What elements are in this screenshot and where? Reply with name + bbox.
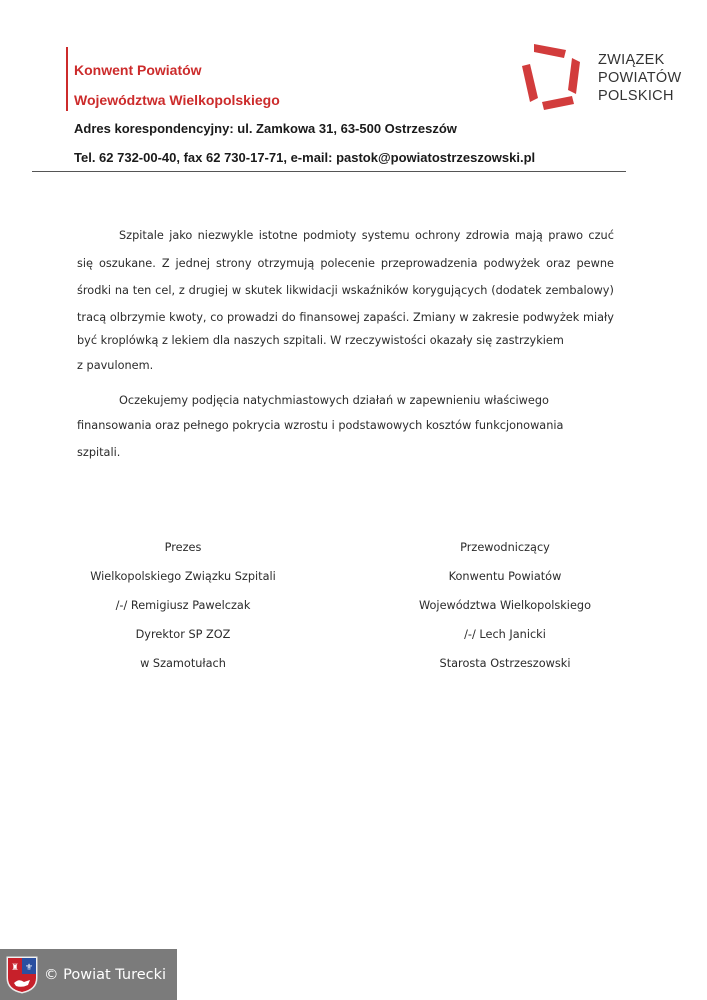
paragraph1-line5: być kroplówką z lekiem dla naszych szpitali. W rzeczywistości okazały się zastrzykiem	[77, 334, 564, 347]
signature-right-line: /-/ Lech Janicki	[464, 628, 546, 641]
paragraph1-line6: z pavulonem.	[77, 359, 154, 372]
contact-details: Tel. 62 732-00-40, fax 62 730-17-71, e-mail: pastok@powiatostrzeszowski.pl	[74, 150, 536, 165]
paragraph1-line3: środki na ten cel, z drugiej w skutek likwidacji wskaźników korygujących (dodatek zembalowy)	[77, 284, 614, 297]
paragraph1-line4: tracą olbrzymie kwoty, co prowadzi do finansowej zapaści. Zmiany w zakresie podwyżek miały	[77, 311, 614, 324]
copyright-watermark	[0, 949, 177, 1000]
paragraph2-line3: szpitali.	[77, 446, 121, 459]
coat-of-arms-icon	[6, 956, 38, 994]
signature-left-line: /-/ Remigiusz Pawelczak	[115, 599, 251, 612]
signature-right-line: Konwentu Powiatów	[448, 570, 562, 583]
zpp-logo-line3: POLSKICH	[598, 88, 674, 104]
signature-right-line: Przewodniczący	[460, 541, 550, 554]
zpp-logo-icon	[520, 42, 584, 112]
correspondence-address: Adres korespondencyjny: ul. Zamkowa 31, 63-500 Ostrzeszów	[74, 121, 457, 136]
header-divider	[32, 171, 626, 172]
signature-left-line: Prezes	[164, 541, 202, 554]
paragraph2-line1: Oczekujemy podjęcia natychmiastowych działań w zapewnieniu właściwego	[119, 394, 549, 407]
paragraph1-line1: Szpitale jako niezwykle istotne podmioty systemu ochrony zdrowia mają prawo czuć	[119, 229, 614, 242]
signature-left-line: Wielkopolskiego Związku Szpitali	[90, 570, 276, 583]
signature-right-line: Starosta Ostrzeszowski	[439, 657, 571, 670]
org-name-line2: Województwa Wielkopolskiego	[74, 92, 280, 108]
zpp-logo-text	[598, 51, 681, 105]
copyright-text: © Powiat Turecki	[44, 966, 167, 983]
svg-text:♜: ♜	[10, 962, 20, 973]
org-name-line1: Konwent Powiatów	[74, 62, 202, 78]
zpp-logo-line2: POWIATÓW	[598, 70, 682, 86]
paragraph2-line2: finansowania oraz pełnego pokrycia wzrostu i podstawowych kosztów funkcjonowania	[77, 419, 564, 432]
svg-text:⚜: ⚜	[24, 962, 34, 973]
signature-right-line: Województwa Wielkopolskiego	[419, 599, 591, 612]
signature-left-line: Dyrektor SP ZOZ	[135, 628, 231, 641]
paragraph1-line2: się oszukane. Z jednej strony otrzymują polecenie przeprowadzenia podwyżek oraz pewne	[77, 257, 614, 270]
signature-left	[68, 541, 298, 686]
signature-right	[390, 541, 620, 686]
signature-left-line: w Szamotułach	[140, 657, 226, 670]
zpp-logo-line1: ZWIĄZEK	[598, 52, 665, 68]
letterhead-accent-rule	[66, 47, 68, 111]
